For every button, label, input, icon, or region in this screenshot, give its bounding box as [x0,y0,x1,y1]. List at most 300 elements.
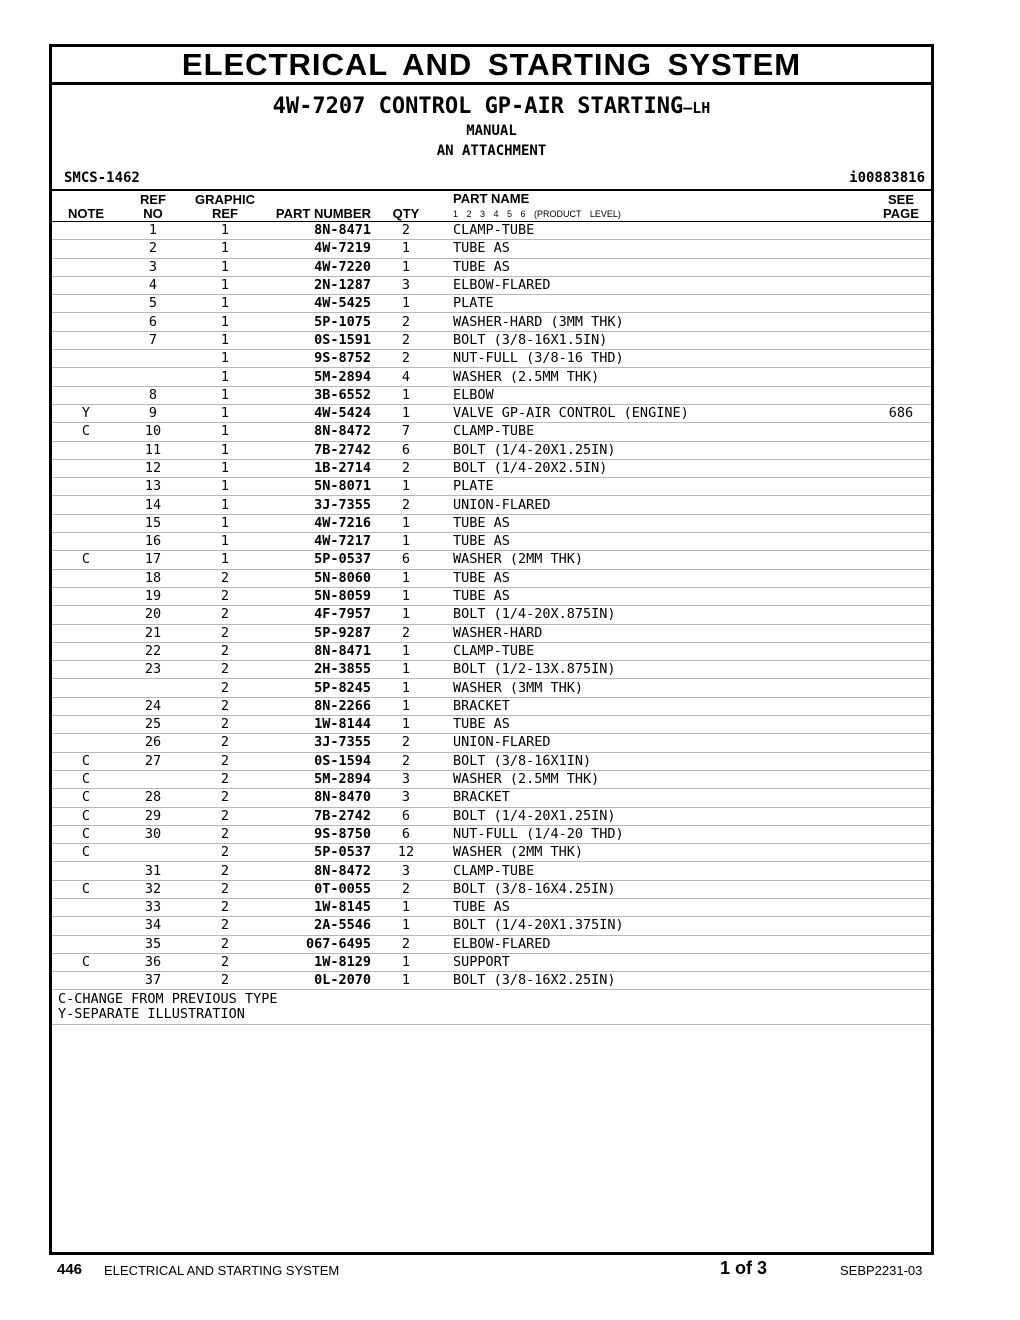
note-cell [52,935,120,953]
part-name-cell: BOLT (3/8-16X4.25IN) [439,880,871,898]
qty-cell: 1 [373,587,439,605]
graphic-ref-cell: 2 [186,917,264,935]
note-cell [52,587,120,605]
ref-no-cell: 35 [120,935,186,953]
qty-cell: 7 [373,423,439,441]
qty-cell: 2 [373,752,439,770]
table-row [52,587,931,605]
note-cell [52,331,120,349]
part-name-cell: CLAMP-TUBE [439,862,871,880]
qty-cell: 2 [373,624,439,642]
graphic-ref-cell: 2 [186,697,264,715]
part-number-cell: 4F-7957 [264,606,373,624]
legend-separate: Y-SEPARATE ILLUSTRATION [58,1006,245,1023]
note-cell [52,862,120,880]
see-page-cell [871,789,931,807]
ref-no-cell: 18 [120,569,186,587]
ref-no-cell: 21 [120,624,186,642]
table-row [52,606,931,624]
part-name-cell: WASHER (2.5MM THK) [439,770,871,788]
see-page-cell [871,880,931,898]
group-descriptor-attachment: AN ATTACHMENT [436,143,547,159]
graphic-ref-cell: 1 [186,313,264,331]
part-name-cell: TUBE AS [439,587,871,605]
part-number-cell: 5P-1075 [264,313,373,331]
graphic-ref-cell: 2 [186,606,264,624]
see-page-cell [871,496,931,514]
smcs-code: SMCS-1462 [64,170,140,186]
note-cell: C [52,770,120,788]
note-cell: C [52,880,120,898]
note-cell [52,972,120,990]
part-name-cell: CLAMP-TUBE [439,222,871,240]
ref-no-cell: 31 [120,862,186,880]
table-row [52,258,931,276]
part-name-cell: UNION-FLARED [439,734,871,752]
qty-cell: 1 [373,679,439,697]
note-cell [52,240,120,258]
part-name-cell: WASHER (2MM THK) [439,844,871,862]
part-name-cell: WASHER (3MM THK) [439,679,871,697]
ref-no-cell [120,350,186,368]
note-cell [52,606,120,624]
table-row [52,953,931,971]
graphic-ref-cell: 1 [186,514,264,532]
ref-no-cell: 11 [120,441,186,459]
table-row [52,441,931,459]
graphic-ref-cell: 1 [186,496,264,514]
part-name-cell: CLAMP-TUBE [439,423,871,441]
note-cell: C [52,953,120,971]
document-number: SEBP2231-03 [840,1263,923,1278]
col-note-header: NOTE [52,190,120,222]
note-cell [52,222,120,240]
see-page-cell [871,478,931,496]
part-number-cell: 5P-0537 [264,551,373,569]
qty-cell: 1 [373,606,439,624]
note-cell [52,276,120,294]
qty-cell: 2 [373,222,439,240]
graphic-ref-cell: 2 [186,679,264,697]
qty-cell: 3 [373,276,439,294]
graphic-ref-cell: 1 [186,551,264,569]
qty-cell: 1 [373,661,439,679]
see-page-cell [871,770,931,788]
part-name-cell: CLAMP-TUBE [439,642,871,660]
qty-cell: 3 [373,770,439,788]
see-page-cell [871,752,931,770]
part-name-cell: ELBOW [439,386,871,404]
qty-cell: 1 [373,240,439,258]
ref-no-cell: 1 [120,222,186,240]
see-page-cell [871,295,931,313]
ref-no-cell: 20 [120,606,186,624]
table-row [52,569,931,587]
part-number-cell: 5M-2894 [264,368,373,386]
qty-cell: 1 [373,404,439,422]
see-page-cell [871,734,931,752]
table-row [52,240,931,258]
note-cell: Y [52,404,120,422]
ref-no-cell: 28 [120,789,186,807]
see-page-cell [871,551,931,569]
ref-no-cell: 36 [120,953,186,971]
graphic-ref-cell: 2 [186,789,264,807]
note-cell [52,258,120,276]
graphic-ref-cell: 2 [186,807,264,825]
ref-no-cell: 4 [120,276,186,294]
ref-no-cell: 5 [120,295,186,313]
part-number-cell: 1B-2714 [264,459,373,477]
ref-no-cell: 27 [120,752,186,770]
part-number-cell: 4W-7217 [264,533,373,551]
graphic-ref-cell: 1 [186,386,264,404]
table-row [52,624,931,642]
col-qty-header: QTY [373,190,439,222]
qty-cell: 1 [373,295,439,313]
graphic-ref-cell: 1 [186,478,264,496]
table-row [52,679,931,697]
see-page-cell [871,898,931,916]
note-cell: C [52,551,120,569]
note-cell [52,624,120,642]
see-page-cell [871,679,931,697]
part-number-cell: 8N-8471 [264,222,373,240]
note-cell [52,514,120,532]
part-number-cell: 5M-2894 [264,770,373,788]
part-number-cell: 0L-2070 [264,972,373,990]
table-row [52,844,931,862]
note-cell [52,350,120,368]
note-cell [52,368,120,386]
part-number-cell: 5P-9287 [264,624,373,642]
graphic-ref-cell: 1 [186,295,264,313]
note-cell [52,679,120,697]
part-number-cell: 0T-0055 [264,880,373,898]
graphic-ref-cell: 2 [186,752,264,770]
graphic-ref-cell: 2 [186,972,264,990]
part-name-cell: PLATE [439,478,871,496]
ref-no-cell: 3 [120,258,186,276]
table-row [52,789,931,807]
part-name-cell: BOLT (1/4-20X.875IN) [439,606,871,624]
table-row [52,972,931,990]
note-cell: C [52,789,120,807]
graphic-ref-cell: 1 [186,459,264,477]
note-cell [52,569,120,587]
part-number-cell: 1W-8145 [264,898,373,916]
part-name-cell: BOLT (3/8-16X1.5IN) [439,331,871,349]
table-row [52,551,931,569]
part-number-cell: 7B-2742 [264,441,373,459]
table-row [52,880,931,898]
see-page-cell [871,533,931,551]
table-row [52,716,931,734]
qty-cell: 6 [373,807,439,825]
see-page-cell [871,331,931,349]
see-page-cell [871,972,931,990]
table-row [52,313,931,331]
table-row [52,807,931,825]
graphic-ref-cell: 2 [186,825,264,843]
qty-cell: 1 [373,716,439,734]
note-cell [52,734,120,752]
part-number-cell: 2H-3855 [264,661,373,679]
note-cell [52,459,120,477]
qty-cell: 4 [373,368,439,386]
ref-no-cell: 13 [120,478,186,496]
graphic-ref-cell: 2 [186,734,264,752]
part-number-cell: 9S-8752 [264,350,373,368]
table-row [52,935,931,953]
see-page-cell [871,624,931,642]
part-number-cell: 9S-8750 [264,825,373,843]
graphic-ref-cell: 1 [186,331,264,349]
see-page-cell [871,587,931,605]
table-row [52,697,931,715]
note-cell: C [52,825,120,843]
part-name-cell: BOLT (1/4-20X1.25IN) [439,807,871,825]
part-number-cell: 2A-5546 [264,917,373,935]
table-row [52,752,931,770]
qty-cell: 1 [373,642,439,660]
table-row [52,478,931,496]
section-title: ELECTRICAL AND STARTING SYSTEM [52,47,931,85]
part-name-cell: ELBOW-FLARED [439,935,871,953]
part-number-cell: 067-6495 [264,935,373,953]
table-row [52,295,931,313]
qty-cell: 1 [373,898,439,916]
part-name-cell: BOLT (1/2-13X.875IN) [439,661,871,679]
see-page-cell [871,386,931,404]
ref-no-cell: 17 [120,551,186,569]
part-name-cell: BRACKET [439,697,871,715]
part-number-cell: 7B-2742 [264,807,373,825]
part-name-cell: BOLT (1/4-20X1.25IN) [439,441,871,459]
ref-no-cell: 10 [120,423,186,441]
graphic-ref-cell: 1 [186,441,264,459]
qty-cell: 2 [373,331,439,349]
part-name-cell: TUBE AS [439,716,871,734]
table-row [52,222,931,240]
part-number-cell: 0S-1591 [264,331,373,349]
part-number-cell: 8N-8472 [264,423,373,441]
graphic-ref-cell: 2 [186,624,264,642]
col-see-page-header: SEE PAGE [871,190,931,222]
group-descriptor-manual: MANUAL [466,123,517,139]
note-cell [52,313,120,331]
graphic-ref-cell: 2 [186,661,264,679]
note-cell [52,642,120,660]
see-page-cell [871,953,931,971]
see-page-cell [871,368,931,386]
col-ref-header: REF NO [120,190,186,222]
see-page-cell [871,258,931,276]
note-cell [52,441,120,459]
part-name-cell: UNION-FLARED [439,496,871,514]
part-name-cell: SUPPORT [439,953,871,971]
note-cell: C [52,807,120,825]
part-name-cell: TUBE AS [439,569,871,587]
legend-change: C-CHANGE FROM PREVIOUS TYPE [58,991,278,1008]
qty-cell: 1 [373,478,439,496]
qty-cell: 3 [373,862,439,880]
table-row [52,276,931,294]
page-footer [0,1258,1020,1282]
footer-section: ELECTRICAL AND STARTING SYSTEM [104,1263,340,1278]
part-number-cell: 4W-7216 [264,514,373,532]
qty-cell: 6 [373,825,439,843]
graphic-ref-cell: 2 [186,935,264,953]
graphic-ref-cell: 1 [186,533,264,551]
see-page-cell [871,606,931,624]
part-name-cell: TUBE AS [439,533,871,551]
part-number-cell: 3J-7355 [264,734,373,752]
qty-cell: 12 [373,844,439,862]
part-number-cell: 1W-8144 [264,716,373,734]
see-page-cell: 686 [871,404,931,422]
ref-no-cell: 15 [120,514,186,532]
ref-no-cell: 6 [120,313,186,331]
see-page-cell [871,697,931,715]
graphic-ref-cell: 2 [186,587,264,605]
graphic-ref-cell: 1 [186,350,264,368]
see-page-cell [871,240,931,258]
ref-no-cell [120,770,186,788]
table-row [52,917,931,935]
qty-cell: 2 [373,935,439,953]
graphic-ref-cell: 2 [186,898,264,916]
see-page-cell [871,917,931,935]
see-page-cell [871,350,931,368]
see-page-cell [871,423,931,441]
part-name-cell: BOLT (1/4-20X1.375IN) [439,917,871,935]
ref-no-cell: 26 [120,734,186,752]
graphic-ref-cell: 1 [186,258,264,276]
graphic-ref-cell: 1 [186,423,264,441]
ref-no-cell: 30 [120,825,186,843]
qty-cell: 1 [373,386,439,404]
note-cell [52,697,120,715]
ref-no-cell [120,368,186,386]
qty-cell: 2 [373,350,439,368]
see-page-cell [871,807,931,825]
part-number-cell: 5P-0537 [264,844,373,862]
qty-cell: 6 [373,551,439,569]
ref-no-cell: 16 [120,533,186,551]
note-cell: C [52,423,120,441]
see-page-cell [871,514,931,532]
table-row [52,368,931,386]
qty-cell: 1 [373,972,439,990]
graphic-ref-cell: 2 [186,880,264,898]
see-page-cell [871,569,931,587]
qty-cell: 2 [373,734,439,752]
ref-no-cell: 19 [120,587,186,605]
part-name-cell: TUBE AS [439,514,871,532]
part-name-cell: BOLT (1/4-20X2.5IN) [439,459,871,477]
note-cell [52,716,120,734]
part-name-cell: WASHER (2.5MM THK) [439,368,871,386]
qty-cell: 1 [373,533,439,551]
ref-no-cell: 14 [120,496,186,514]
part-name-cell: NUT-FULL (3/8-16 THD) [439,350,871,368]
meta-row [52,167,931,189]
note-cell [52,898,120,916]
part-number-cell: 5N-8071 [264,478,373,496]
graphic-ref-cell: 1 [186,276,264,294]
qty-cell: 1 [373,514,439,532]
product-level-legend: 1 2 3 4 5 6 (PRODUCT LEVEL) [453,209,621,219]
qty-cell: 2 [373,880,439,898]
part-number-cell: 3B-6552 [264,386,373,404]
ref-no-cell [120,679,186,697]
see-page-cell [871,661,931,679]
table-row [52,459,931,477]
note-cell [52,295,120,313]
ref-no-cell [120,844,186,862]
see-page-cell [871,276,931,294]
see-page-cell [871,844,931,862]
parts-table [52,189,931,990]
note-cell [52,386,120,404]
ref-no-cell: 22 [120,642,186,660]
table-row [52,770,931,788]
part-number-cell: 8N-8470 [264,789,373,807]
part-number-cell: 2N-1287 [264,276,373,294]
ref-no-cell: 8 [120,386,186,404]
part-name-cell: ELBOW-FLARED [439,276,871,294]
qty-cell: 1 [373,953,439,971]
group-title-suffix: —LH [683,99,711,117]
col-graphic-ref-header: GRAPHIC REF [186,190,264,222]
note-cell [52,917,120,935]
graphic-ref-cell: 1 [186,222,264,240]
qty-cell: 1 [373,697,439,715]
see-page-cell [871,862,931,880]
see-page-cell [871,459,931,477]
qty-cell: 1 [373,917,439,935]
part-number-cell: 5N-8059 [264,587,373,605]
ref-no-cell: 32 [120,880,186,898]
table-row [52,825,931,843]
graphic-ref-cell: 2 [186,953,264,971]
note-cell: C [52,844,120,862]
qty-cell: 2 [373,459,439,477]
part-number-cell: 8N-8472 [264,862,373,880]
graphic-ref-cell: 1 [186,368,264,386]
table-row [52,331,931,349]
note-cell [52,533,120,551]
group-title [52,94,931,121]
part-name-cell: PLATE [439,295,871,313]
note-cell [52,496,120,514]
part-number-cell: 8N-2266 [264,697,373,715]
note-cell [52,661,120,679]
table-row [52,734,931,752]
ref-no-cell: 9 [120,404,186,422]
see-page-cell [871,441,931,459]
part-name-cell: TUBE AS [439,240,871,258]
part-number-cell: 3J-7355 [264,496,373,514]
table-row [52,533,931,551]
see-page-cell [871,313,931,331]
graphic-ref-cell: 2 [186,569,264,587]
graphic-ref-cell: 2 [186,716,264,734]
ref-no-cell: 7 [120,331,186,349]
part-name-cell: BRACKET [439,789,871,807]
part-number-cell: 5P-8245 [264,679,373,697]
